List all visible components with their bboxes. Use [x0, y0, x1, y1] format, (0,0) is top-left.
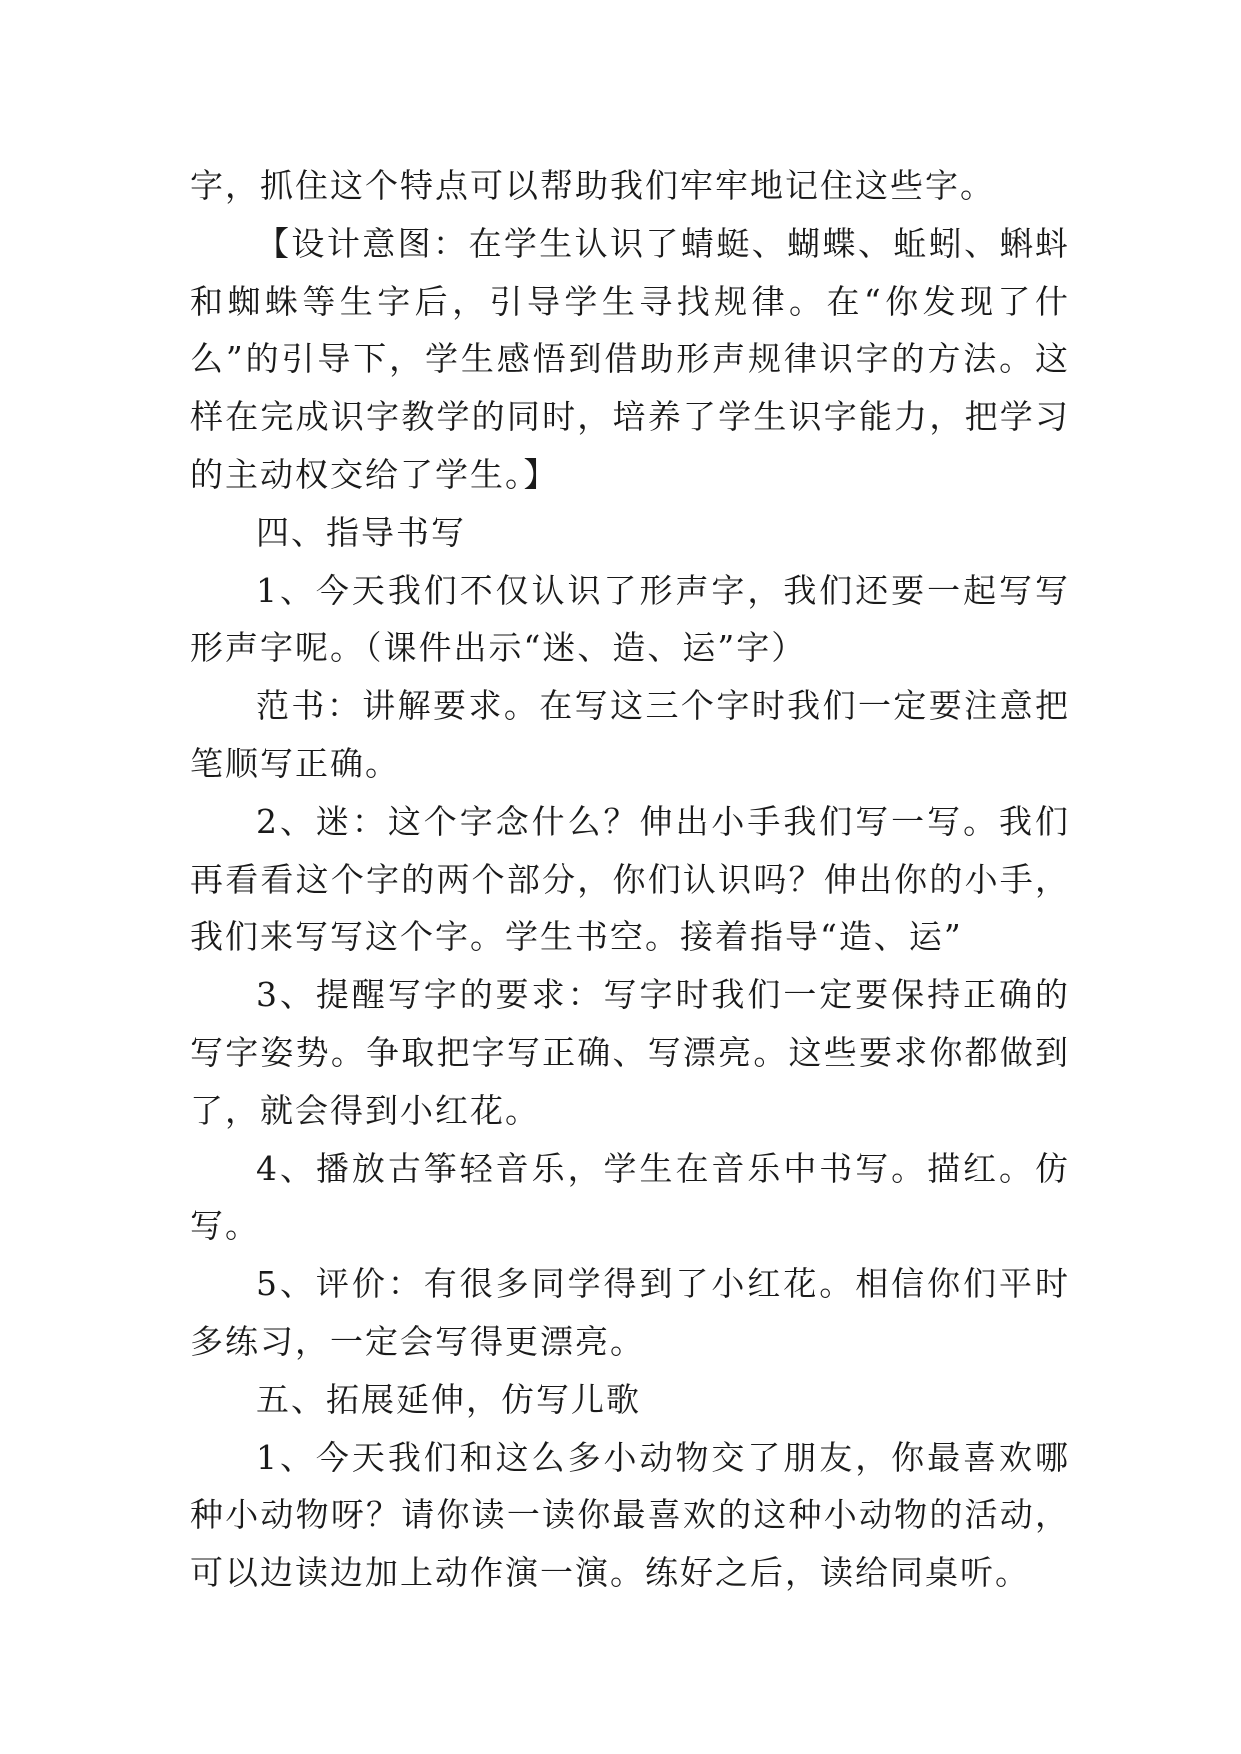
- paragraph-extension-step-1: 1、今天我们和这么多小动物交了朋友，你最喜欢哪种小动物呀？请你读一读你最喜欢的这种小动物的活动，可以边读边加上动作演一演。练好之后，读给同桌听。: [190, 1437, 1070, 1593]
- paragraph-step-5: 5、评价：有很多同学得到了小红花。相信你们平时多练习，一定会写得更漂亮。: [190, 1264, 1070, 1361]
- section-heading-extension: 五、拓展延伸，仿写儿歌: [256, 1379, 641, 1419]
- document-body: [190, 157, 1070, 1602]
- paragraph-continuation: 字，抓住这个特点可以帮助我们牢牢地记住这些字。: [190, 166, 995, 205]
- paragraph-design-intent: 【设计意图：在学生认识了蜻蜓、蝴蝶、蚯蚓、蝌蚪和蜘蛛等生字后，引导学生寻找规律。在“你发现了什么”的引导下，学生感悟到借助形声规律识字的方法。这样在完成识字教学的同时，培养了学生识字能力，把学习的主动权交给了学生。】: [190, 223, 1070, 494]
- paragraph-model-writing: 范书：讲解要求。在写这三个字时我们一定要注意把笔顺写正确。: [190, 686, 1070, 783]
- paragraph-step-2: 2、迷：这个字念什么？伸出小手我们写一写。我们再看看这个字的两个部分，你们认识吗？伸出你的小手，我们来写写这个字。学生书空。接着指导“造、运”: [190, 801, 1070, 957]
- paragraph-step-3: 3、提醒写字的要求：写字时我们一定要保持正确的写字姿势。争取把字写正确、写漂亮。这些要求你都做到了，就会得到小红花。: [190, 975, 1070, 1130]
- paragraph-step-4: 4、播放古筝轻音乐，学生在音乐中书写。描红。仿写。: [190, 1148, 1070, 1246]
- paragraph-step-1: 1、今天我们不仅认识了形声字，我们还要一起写写形声字呢。（课件出示“迷、造、运”字）: [190, 570, 1070, 668]
- section-heading-writing-guidance: 四、指导书写: [256, 512, 466, 552]
